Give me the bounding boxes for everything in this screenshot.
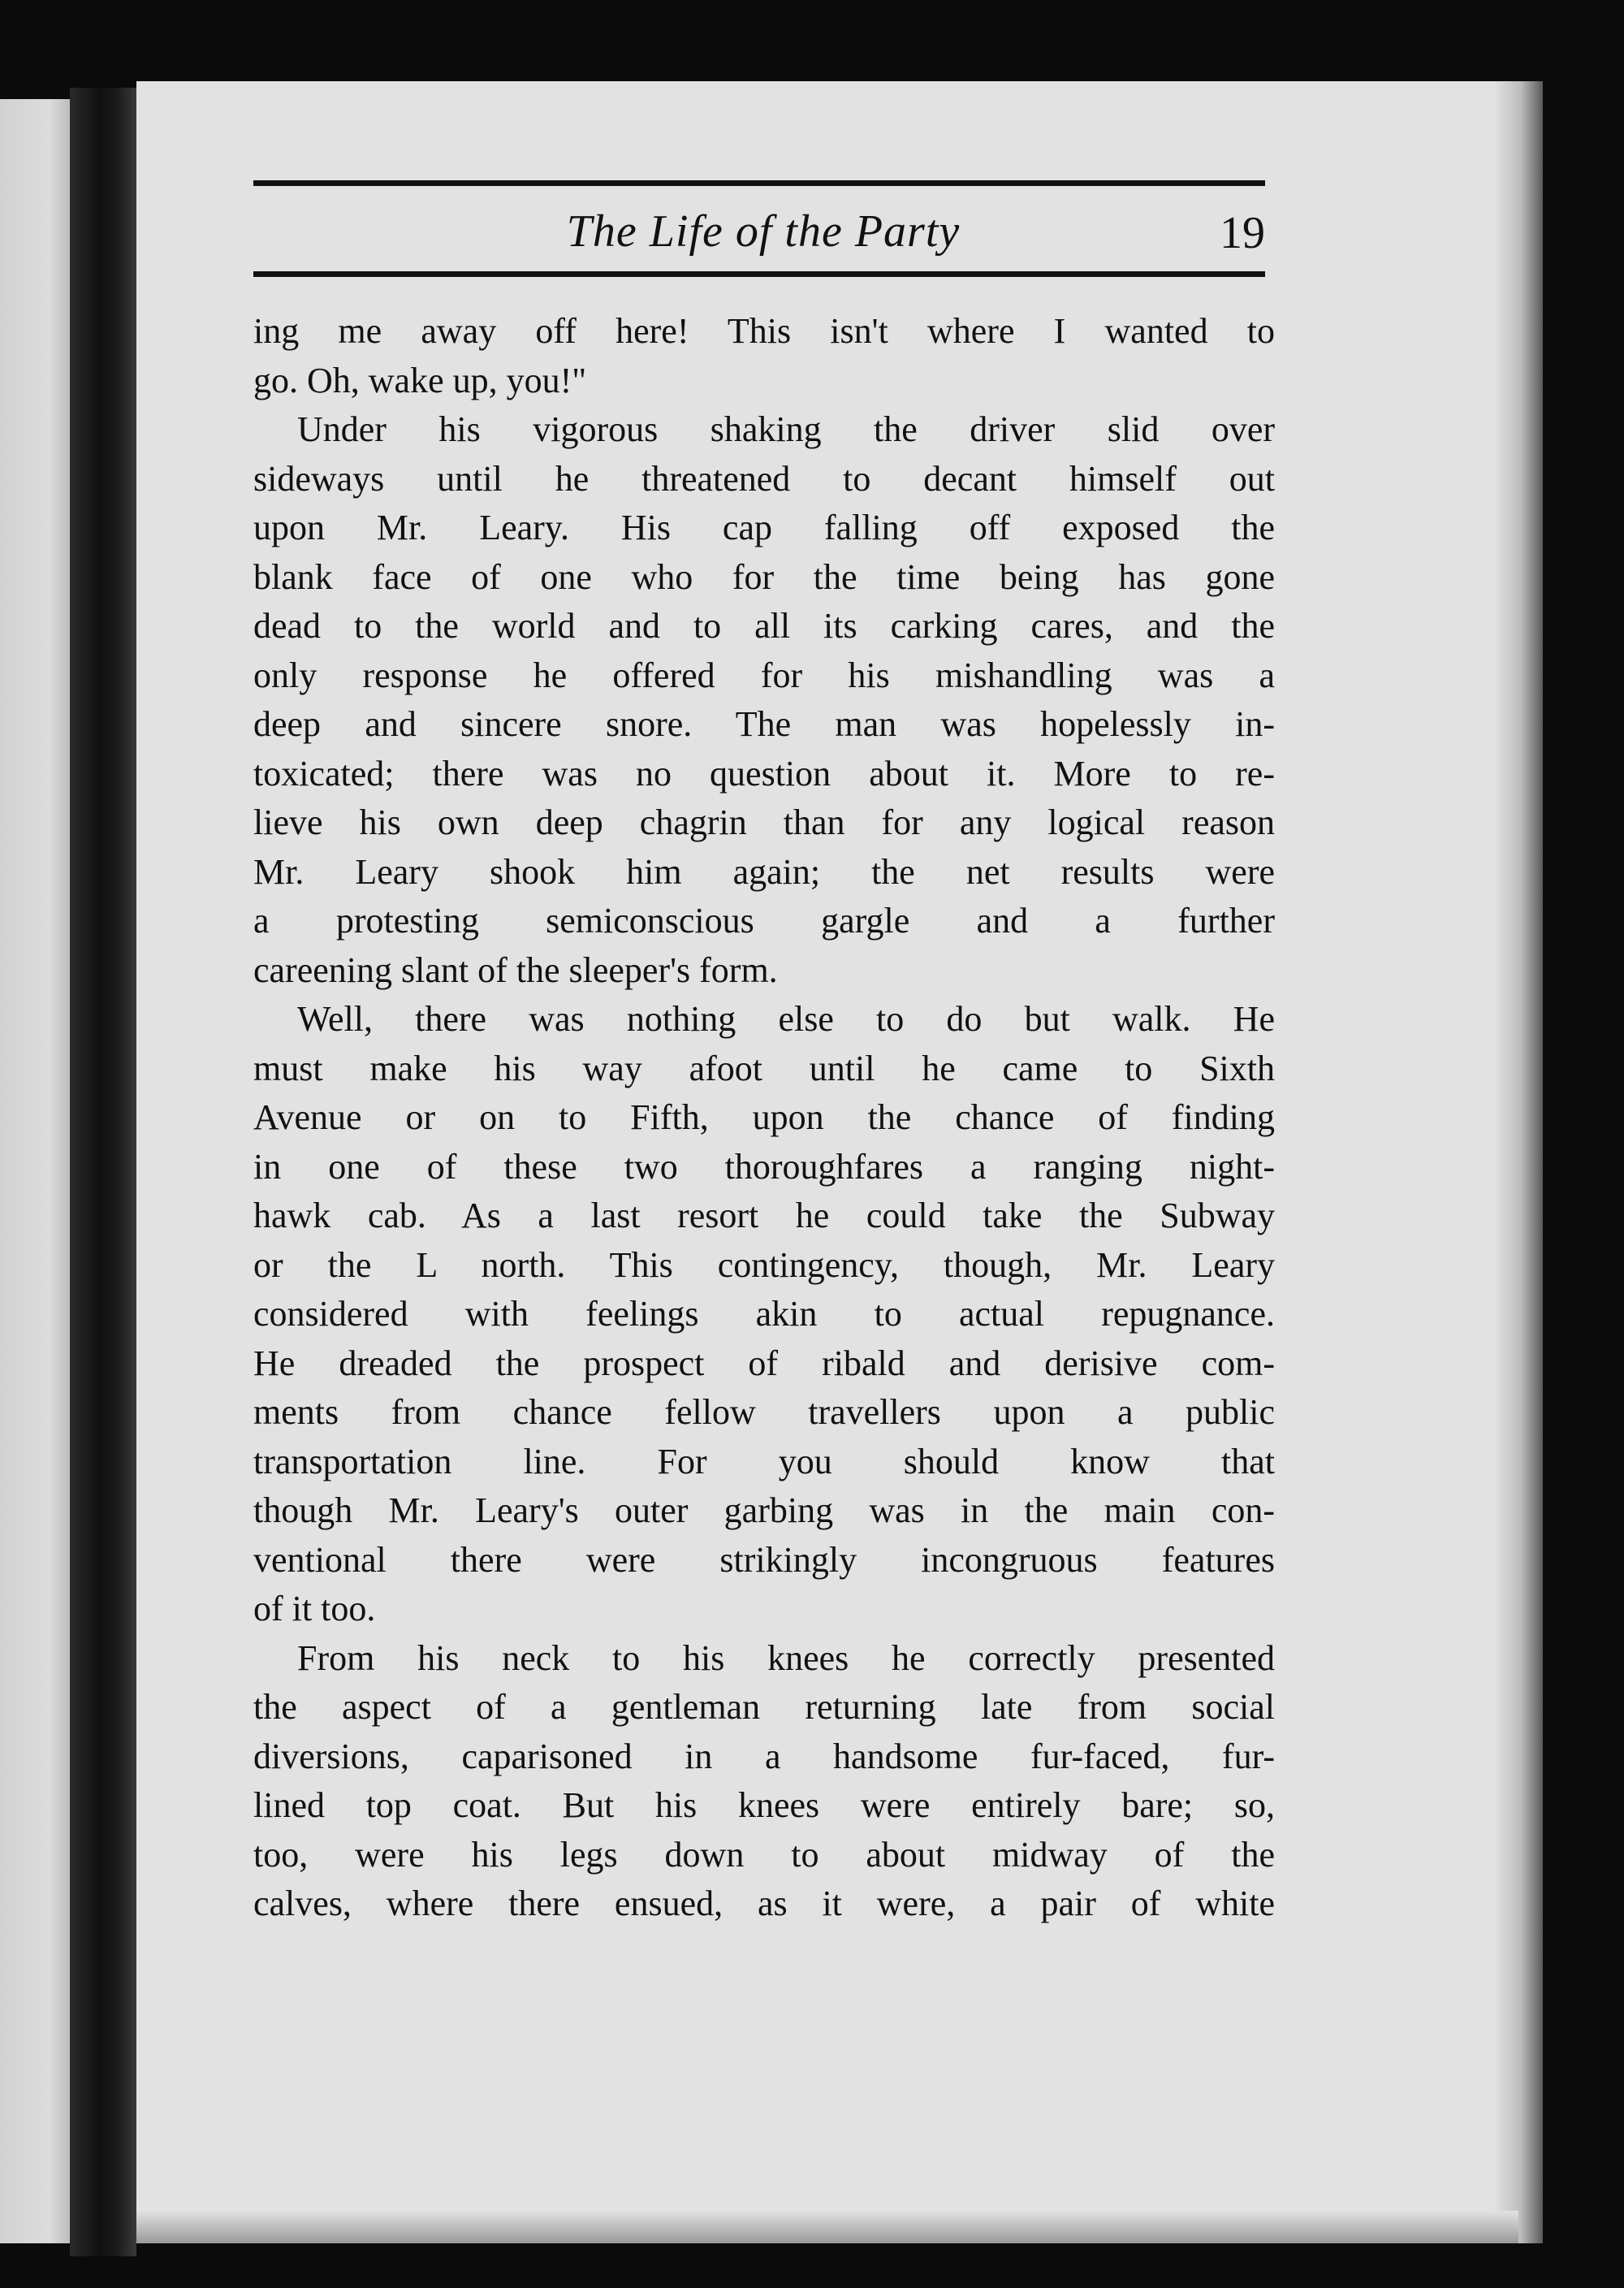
body-text xyxy=(253,307,1275,1929)
text-line: must make his way afoot until he came to Sixth xyxy=(253,1048,1275,1088)
text-line: Under his vigorous shaking the driver slid over xyxy=(297,409,1275,449)
text-line: diversions, caparisoned in a handsome fur-faced, fur- xyxy=(253,1736,1275,1776)
text-line: dead to the world and to all its carking cares, and the xyxy=(253,606,1275,646)
text-line: a protesting semiconscious gargle and a further xyxy=(253,901,1275,941)
text-line: hawk cab. As a last resort he could take the Subway xyxy=(253,1196,1275,1235)
text-line: deep and sincere snore. The man was hopelessly in- xyxy=(253,704,1275,744)
text-line: Well, there was nothing else to do but walk. He xyxy=(297,999,1275,1039)
page-number: 19 xyxy=(1220,208,1265,258)
text-line: ventional there were strikingly incongruous features xyxy=(253,1539,1275,1580)
text-line: only response he offered for his mishandling was a xyxy=(253,655,1275,695)
text-line: toxicated; there was no question about it. More to re- xyxy=(253,753,1275,794)
text-line: From his neck to his knees he correctly presented xyxy=(297,1637,1275,1678)
page-right-edge xyxy=(1494,81,1543,2243)
text-line: in one of these two thoroughfares a ranging night- xyxy=(253,1146,1275,1187)
text-line: He dreaded the prospect of ribald and derisive com- xyxy=(253,1343,1275,1383)
text-line: too, were his legs down to about midway of the xyxy=(253,1834,1275,1875)
text-line: considered with feelings akin to actual repugnance. xyxy=(253,1294,1275,1334)
header-rule-top xyxy=(253,180,1265,186)
text-line: lieve his own deep chagrin than for any logical reason xyxy=(253,802,1275,842)
text-line: or the L north. This contingency, though, Mr. Leary xyxy=(253,1244,1275,1285)
text-line: go. Oh, wake up, you!" xyxy=(253,360,587,400)
text-line: careening slant of the sleeper's form. xyxy=(253,949,778,990)
text-line: Mr. Leary shook him again; the net results were xyxy=(253,851,1275,892)
text-line: Avenue or on to Fifth, upon the chance of finding xyxy=(253,1097,1275,1137)
book-binding-shadow xyxy=(70,88,136,2256)
text-line: lined top coat. But his knees were entirely bare; so, xyxy=(253,1785,1275,1825)
page-bottom-shadow xyxy=(136,2211,1518,2243)
header-rule-bottom xyxy=(253,271,1265,277)
text-line: ing me away off here! This isn't where I wanted to xyxy=(253,311,1275,351)
facing-page-edge xyxy=(0,99,70,2243)
text-line: calves, where there ensued, as it were, a pair of white xyxy=(253,1884,1275,1923)
running-title: The Life of the Party xyxy=(566,206,961,257)
text-line: blank face of one who for the time being has gone xyxy=(253,556,1275,597)
text-line: sideways until he threatened to decant himself out xyxy=(253,458,1275,499)
text-line: ments from chance fellow travellers upon a public xyxy=(253,1392,1275,1432)
text-line: transportation line. For you should know that xyxy=(253,1441,1275,1481)
text-line: upon Mr. Leary. His cap falling off exposed the xyxy=(253,508,1275,547)
text-line: the aspect of a gentleman returning late from social xyxy=(253,1687,1275,1727)
text-line: of it too. xyxy=(253,1589,376,1628)
text-line: though Mr. Leary's outer garbing was in the main con- xyxy=(253,1490,1275,1530)
